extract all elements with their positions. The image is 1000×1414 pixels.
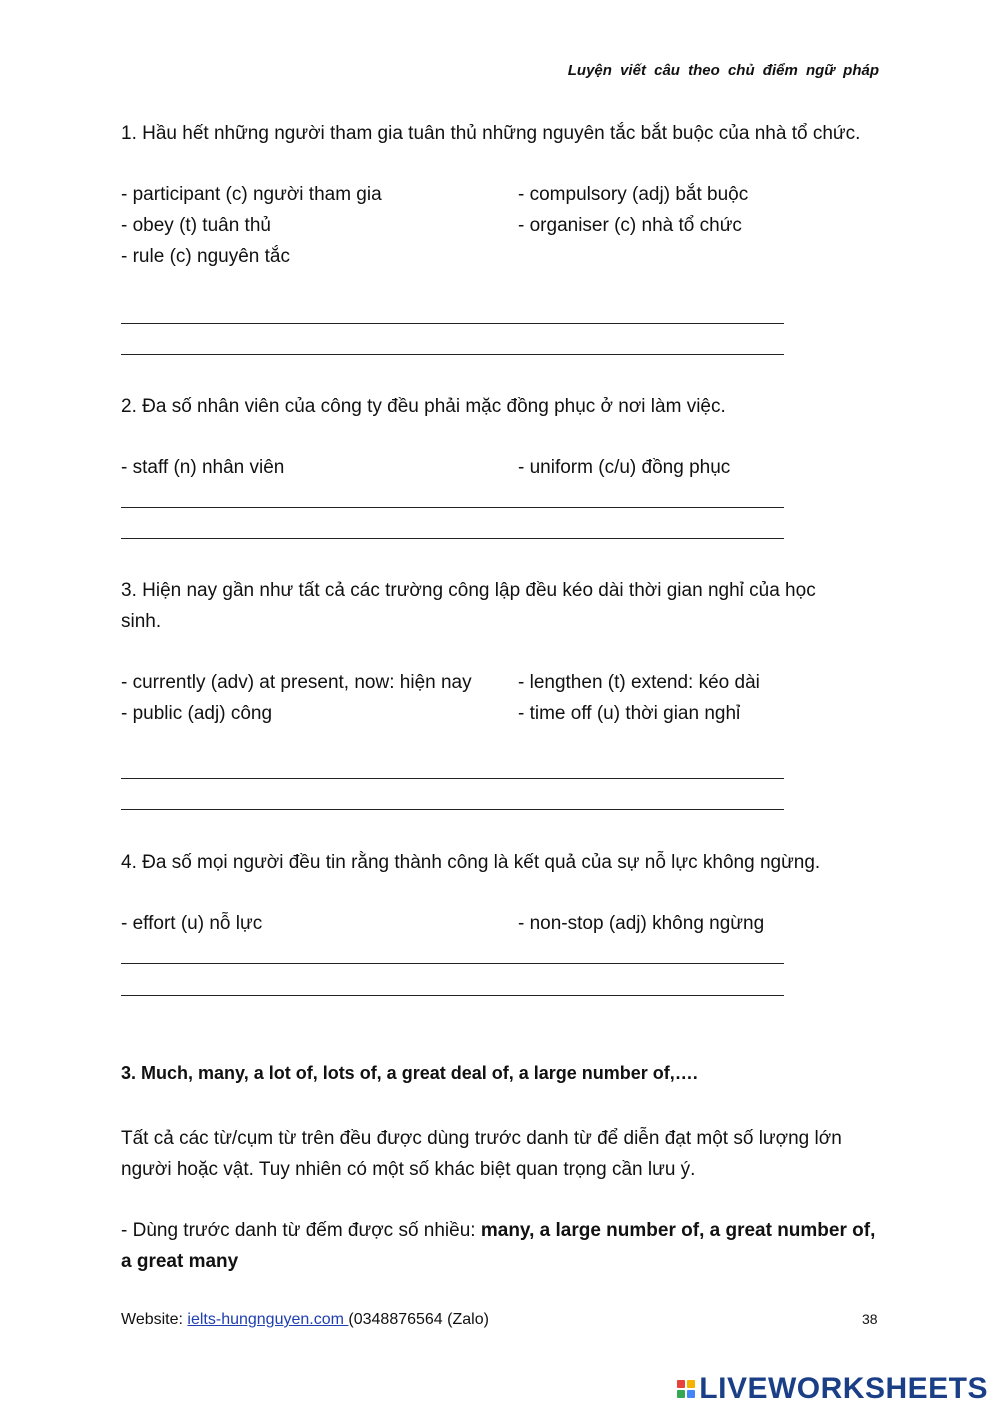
answer-line-4b[interactable] xyxy=(121,995,784,996)
logo-square xyxy=(687,1380,695,1388)
vocab-item: - uniform (c/u) đồng phục xyxy=(518,457,731,478)
footer-contact: (0348876564 (Zalo) xyxy=(348,1311,489,1328)
question-3-vocab xyxy=(121,667,861,760)
section-rule-bold: many, a large number of, a great number of, a great many xyxy=(121,1220,876,1272)
section-heading: 3. Much, many, a lot of, lots of, a great deal of, a large number of,…. xyxy=(121,1063,698,1083)
vocab-item: - rule (c) nguyên tắc xyxy=(121,246,290,267)
vocab-item: - effort (u) nỗ lực xyxy=(121,913,263,934)
question-4 xyxy=(121,847,861,939)
question-4-text: 4. Đa số mọi người đều tin rằng thành công là kết quả của sự nỗ lực không ngừng. xyxy=(121,852,821,873)
answer-line-2b[interactable] xyxy=(121,538,784,539)
answer-line-3b[interactable] xyxy=(121,809,784,810)
answer-line-4a[interactable] xyxy=(121,963,784,964)
question-1-text: 1. Hầu hết những người tham gia tuân thủ những nguyên tắc bắt buộc của nhà tổ chức. xyxy=(121,123,861,144)
vocab-item: - time off (u) thời gian nghỉ xyxy=(518,703,741,724)
page-header-title: Luyện viết câu theo chủ điểm ngữ pháp xyxy=(567,62,879,79)
answer-line-1a[interactable] xyxy=(121,323,784,324)
page-number: 38 xyxy=(862,1311,878,1327)
answer-line-1b[interactable] xyxy=(121,354,784,355)
question-2 xyxy=(121,391,861,483)
logo-square xyxy=(677,1380,685,1388)
brand-name: LIVEWORKSHEETS xyxy=(699,1372,988,1405)
vocab-item: - lengthen (t) extend: kéo dài xyxy=(518,672,760,693)
liveworksheets-logo-icon xyxy=(677,1380,695,1398)
question-3 xyxy=(121,575,861,760)
vocab-item: - participant (c) người tham gia xyxy=(121,184,382,205)
section-intro: Tất cả các từ/cụm từ trên đều được dùng trước danh từ để diễn đạt một số lượng lớn người hoặc vật. Tuy nhiên có một số khác biệt quan trọng cần lưu ý. xyxy=(121,1128,842,1180)
vocab-item: - compulsory (adj) bắt buộc xyxy=(518,184,749,205)
question-3-text: 3. Hiện nay gần như tất cả các trường công lập đều kéo dài thời gian nghỉ của học sinh. xyxy=(121,580,816,632)
question-4-vocab xyxy=(121,908,861,939)
section-rule-prefix: - Dùng trước danh từ đếm được số nhiều: xyxy=(121,1220,481,1241)
answer-line-3a[interactable] xyxy=(121,778,784,779)
vocab-item: - public (adj) công xyxy=(121,703,273,724)
footer-label: Website: xyxy=(121,1311,188,1328)
question-2-vocab xyxy=(121,452,861,483)
section-rule xyxy=(121,1215,881,1277)
liveworksheets-brand[interactable] xyxy=(677,1372,988,1406)
vocab-item: - organiser (c) nhà tổ chức xyxy=(518,215,742,236)
question-1 xyxy=(121,118,861,272)
vocab-item: - staff (n) nhân viên xyxy=(121,457,285,478)
website-link[interactable]: ielts-hungnguyen.com xyxy=(187,1311,349,1328)
vocab-item: - currently (adv) at present, now: hiện nay xyxy=(121,672,472,693)
vocab-item: - obey (t) tuân thủ xyxy=(121,215,271,236)
vocab-item: - non-stop (adj) không ngừng xyxy=(518,913,765,934)
question-1-vocab xyxy=(121,179,861,272)
footer xyxy=(121,1311,489,1329)
logo-square xyxy=(687,1390,695,1398)
logo-square xyxy=(677,1390,685,1398)
question-2-text: 2. Đa số nhân viên của công ty đều phải mặc đồng phục ở nơi làm việc. xyxy=(121,396,726,417)
answer-line-2a[interactable] xyxy=(121,507,784,508)
